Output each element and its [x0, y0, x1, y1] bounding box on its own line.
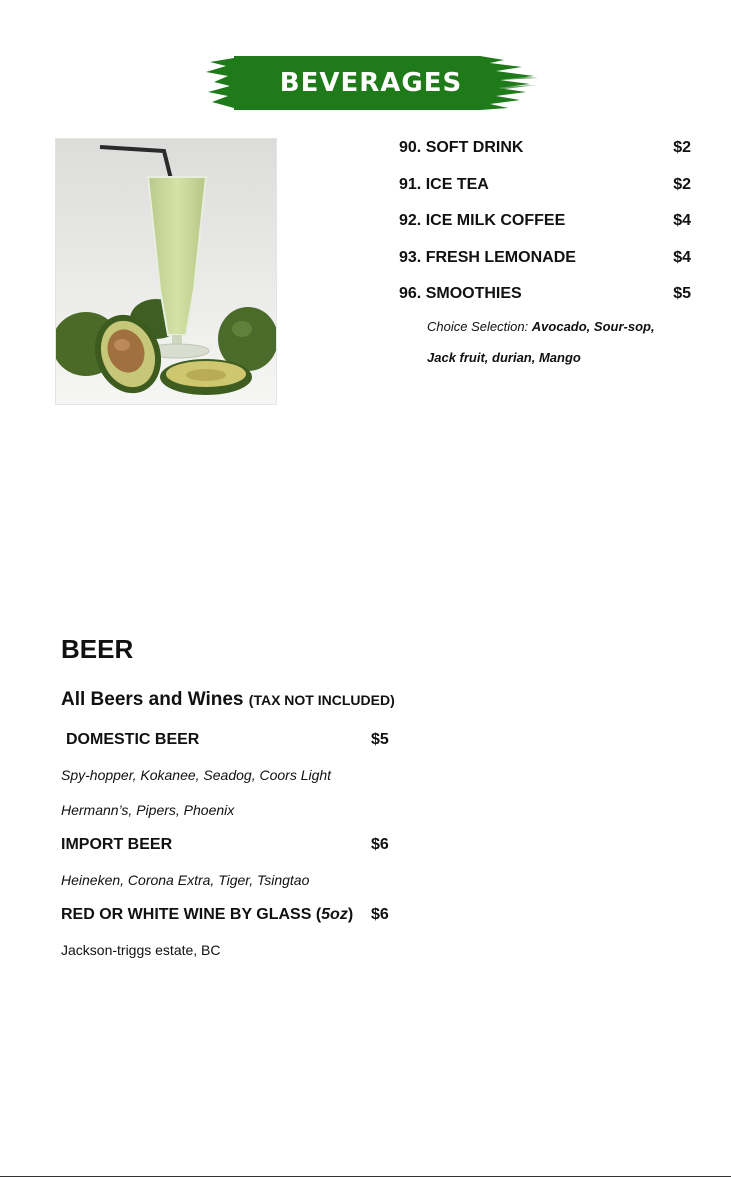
menu-item: [61, 722, 401, 757]
item-price: $5: [673, 285, 691, 303]
item-price: $4: [673, 212, 691, 230]
beer-heading: BEER: [61, 634, 134, 664]
item-price: $4: [673, 248, 691, 266]
smoothie-choices: [399, 311, 691, 373]
item-name: 90. SOFT DRINK: [399, 139, 524, 157]
choice-label: Choice Selection:: [427, 318, 532, 334]
item-name: [61, 906, 353, 924]
beer-list: [61, 722, 401, 967]
item-price: $2: [673, 139, 691, 157]
menu-item: [399, 130, 691, 167]
item-price: $6: [371, 905, 389, 923]
item-price: $6: [371, 835, 389, 853]
item-name: 92. ICE MILK COFFEE: [399, 212, 566, 230]
beer-subheading: [61, 689, 395, 711]
choice-options-line1: Avocado, Sour-sop,: [531, 318, 655, 334]
menu-item: [399, 203, 691, 240]
domestic-brands: Hermann’s, Pipers, Phoenix: [61, 801, 235, 818]
domestic-brands: Spy-hopper, Kokanee, Seadog, Coors Light: [61, 766, 332, 783]
menu-item: [61, 897, 401, 932]
tax-note: (TAX NOT INCLUDED): [248, 692, 395, 708]
item-price: $2: [673, 175, 691, 193]
drinks-menu: [399, 130, 691, 373]
wine-origin: Jackson-triggs estate, BC: [61, 941, 221, 958]
menu-item: [399, 240, 691, 277]
page-divider: [0, 1176, 731, 1177]
item-name: DOMESTIC BEER: [66, 730, 200, 748]
item-price: $5: [371, 730, 389, 748]
banner-title: BEVERAGES: [279, 68, 463, 98]
item-name: IMPORT BEER: [61, 835, 173, 853]
menu-item: [61, 827, 401, 862]
import-brands: Heineken, Corona Extra, Tiger, Tsingtao: [61, 871, 310, 888]
wine-close: ): [347, 905, 354, 923]
item-name: 91. ICE TEA: [399, 175, 489, 193]
beverages-banner: [204, 54, 538, 112]
avocado-smoothie-image: [55, 138, 277, 405]
choice-options-line2: Jack fruit, durian, Mango: [427, 349, 581, 365]
menu-item: [399, 167, 691, 204]
subheading-text: All Beers and Wines: [61, 689, 249, 710]
menu-item: [399, 276, 691, 313]
wine-size: 5oz: [321, 905, 348, 923]
item-name: 96. SMOOTHIES: [399, 285, 522, 303]
item-name: 93. FRESH LEMONADE: [399, 248, 576, 266]
wine-label: RED OR WHITE WINE BY GLASS (: [61, 905, 322, 923]
